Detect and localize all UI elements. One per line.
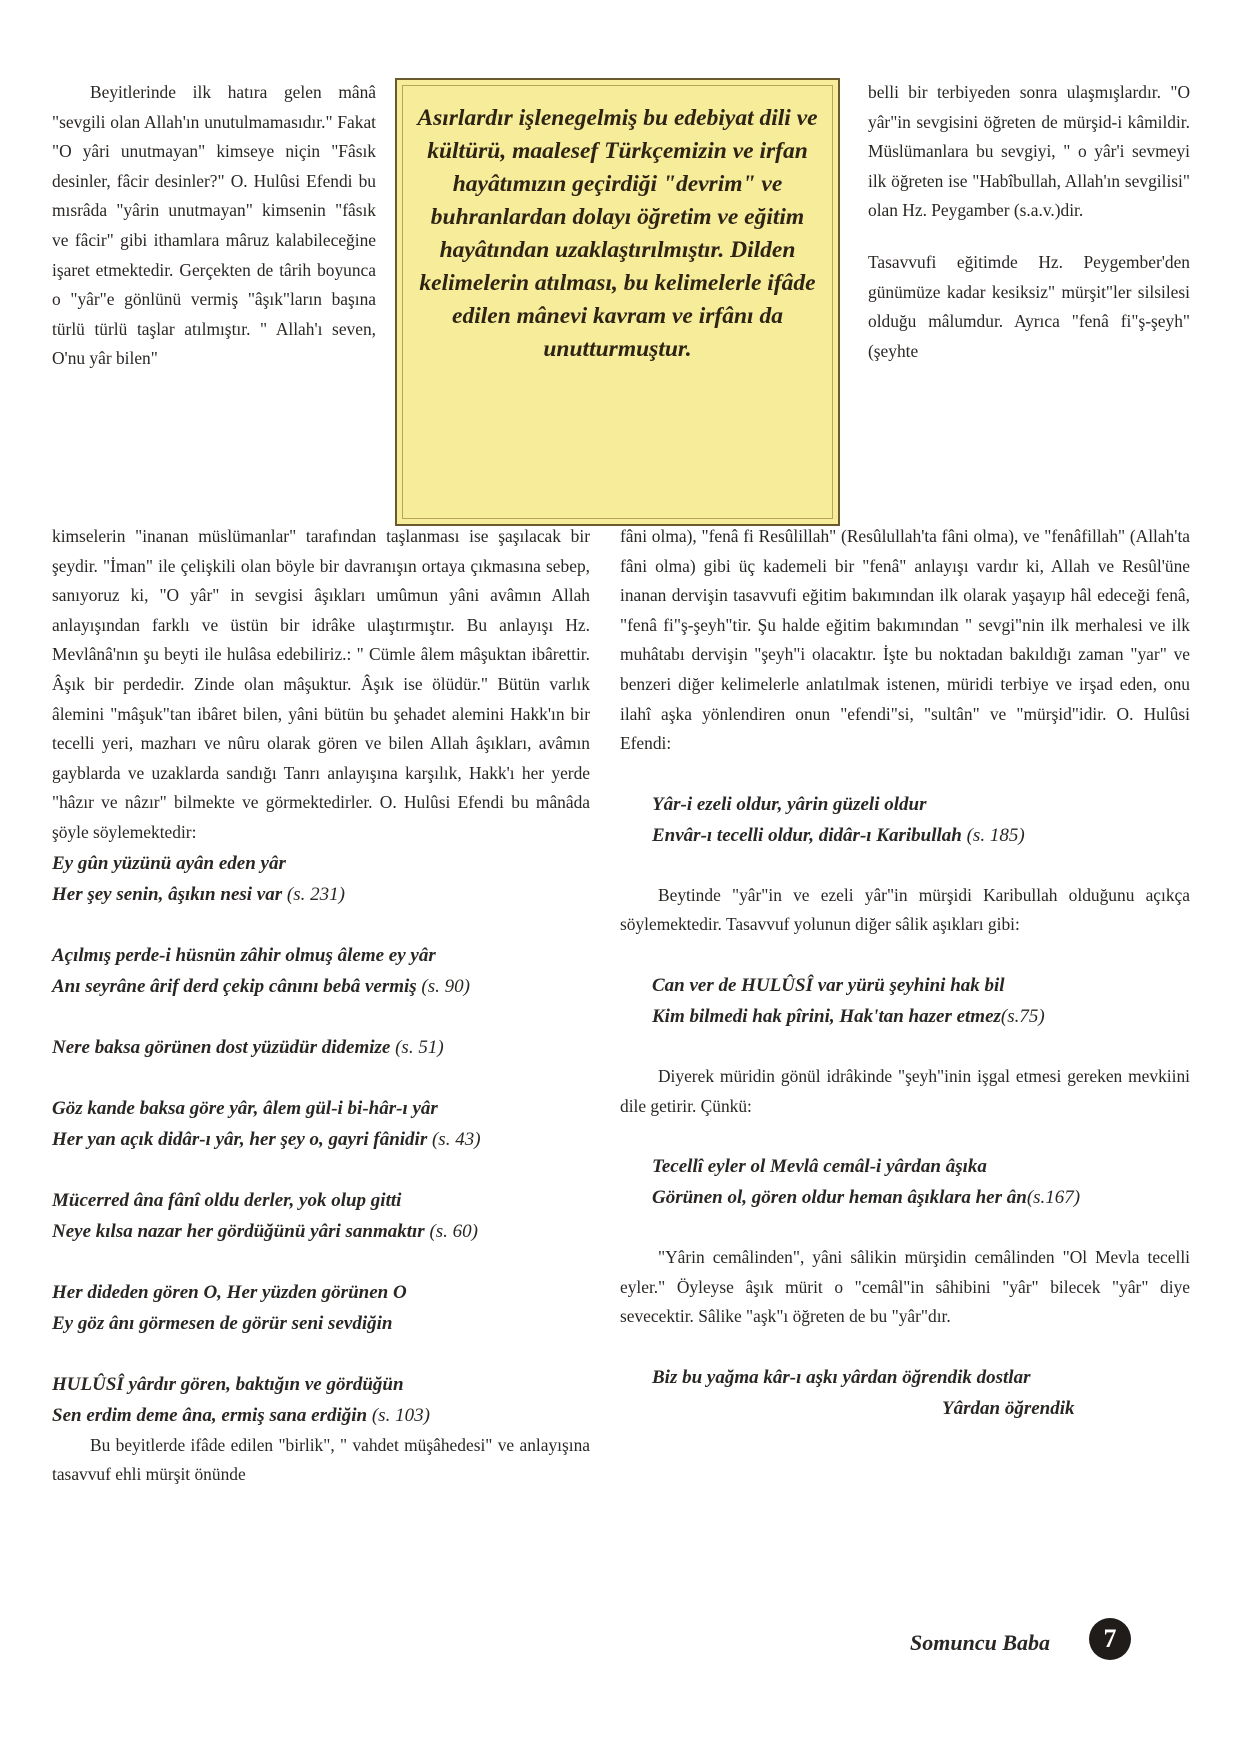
left-column-top: [52, 78, 376, 374]
verse-line: Tecellî eyler ol Mevlâ cemâl-i yârdan âşıka: [652, 1156, 987, 1178]
verse-line: Görünen ol, gören oldur heman âşıklara her ân: [652, 1187, 1027, 1209]
left-paragraph-1: Beyitlerinde ilk hatıra gelen mânâ "sevgili olan Allah'ın unutulmamasıdır." Fakat "O yâri unutmayan" kimseye niçin "Fâsık desinler, fâcir desinler?" O. Hulûsi Efendi bu mısrâda "yârin unutmayan" kimsenin "fâsık ve fâcir" gibi ithamlara mâruz kalabileceğine işaret etmektedir. Gerçekten de târih boyunca o "yâr"e gönlünü vermiş "âşık"ların başına türlü türlü taşlar atılmıştır. " Allah'ı seven, O'nu yâr bilen": [52, 82, 376, 369]
pull-quote: [395, 78, 840, 526]
verse-line: Göz kande baksa göre yâr, âlem gül-i bi-hâr-ı yâr: [52, 1097, 438, 1119]
verse-block: [52, 940, 590, 1002]
verse-line: Mücerred âna fânî oldu derler, yok olup gitti: [52, 1189, 402, 1211]
verse-block: [620, 970, 1190, 1032]
right-paragraph-2b: fâni olma), "fenâ fi Resûlillah" (Resûlullah'ta fâni olma), ve "fenâfillah" (Allah'ta fâni olma) gibi üç kademeli bir "fenâ" anlayışı vardır ki, Allah ve Resûl'üne inanan dervişin tasavvufi eğitim bakımından ilk olarak yaşayıp hâl edeceği fenâ, "fenâ fi"ş-şeyh"tir. Şu halde eğitim bakımından " sevgi"nin ilk merhalesi ve ilk muhâtabı dervişin "şeyh"i olacaktır. İşte bu noktadan bakıldığı zaman "yar" ve benzeri diğer kelimelerle anlatılmak istenen, müridi terbiye ve irşad eden, onu ilahî aşka yönlendiren onun "efendi"si, "sultân" ve "mürşid"idir. O. Hulûsi Efendi:: [620, 526, 1190, 754]
page-number: 7: [1089, 1618, 1131, 1660]
verse-ref: (s. 103): [371, 1404, 430, 1426]
verse-block: [52, 1093, 590, 1155]
verse-block: [52, 848, 590, 910]
right-column: [620, 522, 1190, 1424]
verse-block: [620, 789, 1190, 851]
verse-line: Neye kılsa nazar her gördüğünü yâri sanmaktır: [52, 1220, 425, 1242]
verse-block: [52, 1185, 590, 1247]
verse-ref: (s. 51): [395, 1036, 444, 1058]
verse-ref: (s.167): [1026, 1187, 1081, 1209]
verse-line: Her yan açık didâr-ı yâr, her şey o, gayri fânidir: [52, 1128, 428, 1150]
right-paragraph-5: "Yârin cemâlinden", yâni sâlikin mürşidin cemâlinden "Ol Mevla tecelli eyler." Öyleyse âşık mürit o "cemâl"in sâhibini "yâr" bilecek "yâr" diye sevecektir. Sâlike "aşk"ı öğreten de bu "yâr"dır.: [620, 1247, 1190, 1327]
verse-line: Nere baksa görünen dost yüzüdür didemize: [52, 1036, 391, 1058]
magazine-name: Somuncu Baba: [910, 1630, 1050, 1655]
verse-ref: (s.75): [1000, 1005, 1045, 1027]
verse-block: [52, 1032, 590, 1063]
verse-ref: (s. 43): [431, 1128, 481, 1150]
right-paragraph-4: Diyerek müridin gönül idrâkinde "şeyh"inin işgal etmesi gereken mevkiini dile getirir. Çünkü:: [620, 1065, 1190, 1116]
verse-line: Ey göz ânı görmesen de görür seni sevdiğin: [52, 1312, 393, 1334]
verse-block: [620, 1151, 1190, 1213]
verse-line: Yâr-i ezeli oldur, yârin güzeli oldur: [652, 793, 927, 815]
right-paragraph-1: belli bir terbiyeden sonra ulaşmışlardır. "O yâr"in sevgisini öğreten de mürşid-i kâmildir. Müslümanlara bu sevgiyi, " o yâr'i sevmeyi ilk öğreten ise "Habîbullah, Allah'ın sevgilisi" olan Hz. Peygamber (s.a.v.)dir.: [868, 82, 1190, 221]
verse-line: Açılmış perde-i hüsnün zâhir olmuş âleme ey yâr: [52, 944, 436, 966]
verse-line: Sen erdim deme âna, ermiş sana erdiğin: [52, 1404, 368, 1426]
verse-ref: (s. 60): [429, 1220, 478, 1242]
left-column: [52, 522, 590, 1490]
verse-line: Can ver de HULÛSÎ var yürü şeyhini hak bil: [652, 974, 1005, 996]
left-paragraph-1-cont: kimselerin "inanan müslümanlar" tarafından taşlanması ise şaşılacak bir şeydir. "İman" ile çelişkili olan böyle bir davranışın ortaya çıkmasına sebep, sanıyoruz ki, "O yâr" in sevgisi âşıkları umûmun yâni avâmın Allah anlayışından farklı ve üstün bir idrâke ulaştırmıştır. Bu anlayışı Hz. Mevlânâ'nın şu beyti ile hulâsa edebiliriz.: " Cümle âlem mâşuktan ibârettir. Âşık bir perdedir. Zinde olan mâşuktur. Âşık ise ölüdür." Bütün varlık âlemini "mâşuk"tan ibâret bilen, yâni bütün bu şehadet alemini Hakk'ın bir tecelli yeri, mazharı ve nûru olarak gören ve bilen Allah âşıkları, avâmın gayblarda ve uzaklarda sandığı Tanrı anlayışına karşılık, Hakk'ı her yerde "hâzır ve nâzır" bilmekte ve görmektedirler. O. Hulûsi Efendi bu mânâda şöyle söylemektedir:: [52, 526, 590, 842]
verse-line: Anı seyrâne ârif derd çekip cânını bebâ vermiş: [52, 975, 417, 997]
left-paragraph-last: Bu beyitlerde ifâde edilen "birlik", " vahdet müşâhedesi" ve anlayışına tasavvuf ehli mürşit önünde: [52, 1434, 590, 1485]
verse-line: Ey gûn yüzünü ayân eden yâr: [52, 852, 286, 874]
verse-line: HULÛSÎ yârdır gören, baktığın ve gördüğün: [52, 1373, 404, 1395]
right-column-top: [868, 78, 1190, 366]
verse-block: [620, 1362, 1190, 1424]
verse-line: Yârdan öğrendik: [942, 1397, 1075, 1419]
verse-ref: (s. 185): [966, 824, 1025, 846]
verse-line: Biz bu yağma kâr-ı aşkı yârdan öğrendik dostlar: [652, 1366, 1031, 1388]
verse-ref: (s. 231): [286, 883, 345, 905]
pull-quote-text: Asırlardır işlenegelmiş bu edebiyat dili ve kültürü, maalesef Türkçemizin ve irfan hayâtımızın geçirdiği "devrim" ve buhranlardan dolayı öğretim ve eğitim hayâtından uzaklaştırılmıştır. Dilden kelimelerin atılması, bu kelimelerle ifâde edilen mânevi kavram ve irfânı da unutturmuştur.: [417, 105, 818, 362]
right-paragraph-2a: Tasavvufi eğitimde Hz. Peygember'den günümüze kadar kesiksiz" mürşit"ler silsilesi olduğu mâlumdur. Ayrıca "fenâ fi"ş-şeyh" (şeyhte: [868, 251, 1190, 361]
verse-line: Her dideden gören O, Her yüzden görünen O: [52, 1281, 407, 1303]
verse-line: Kim bilmedi hak pîrini, Hak'tan hazer etmez: [652, 1005, 1001, 1027]
verse-block: [52, 1277, 590, 1339]
verse-line: Her şey senin, âşıkın nesi var: [52, 883, 283, 905]
verse-block: [52, 1369, 590, 1431]
verse-line: Envâr-ı tecelli oldur, didâr-ı Karibullah: [652, 824, 962, 846]
verse-ref: (s. 90): [421, 975, 470, 997]
right-paragraph-3: Beytinde "yâr"in ve ezeli yâr"in mürşidi Karibullah olduğunu açıkça söylemektedir. Tasavvuf yolunun diğer sâlik aşıkları gibi:: [620, 884, 1190, 935]
